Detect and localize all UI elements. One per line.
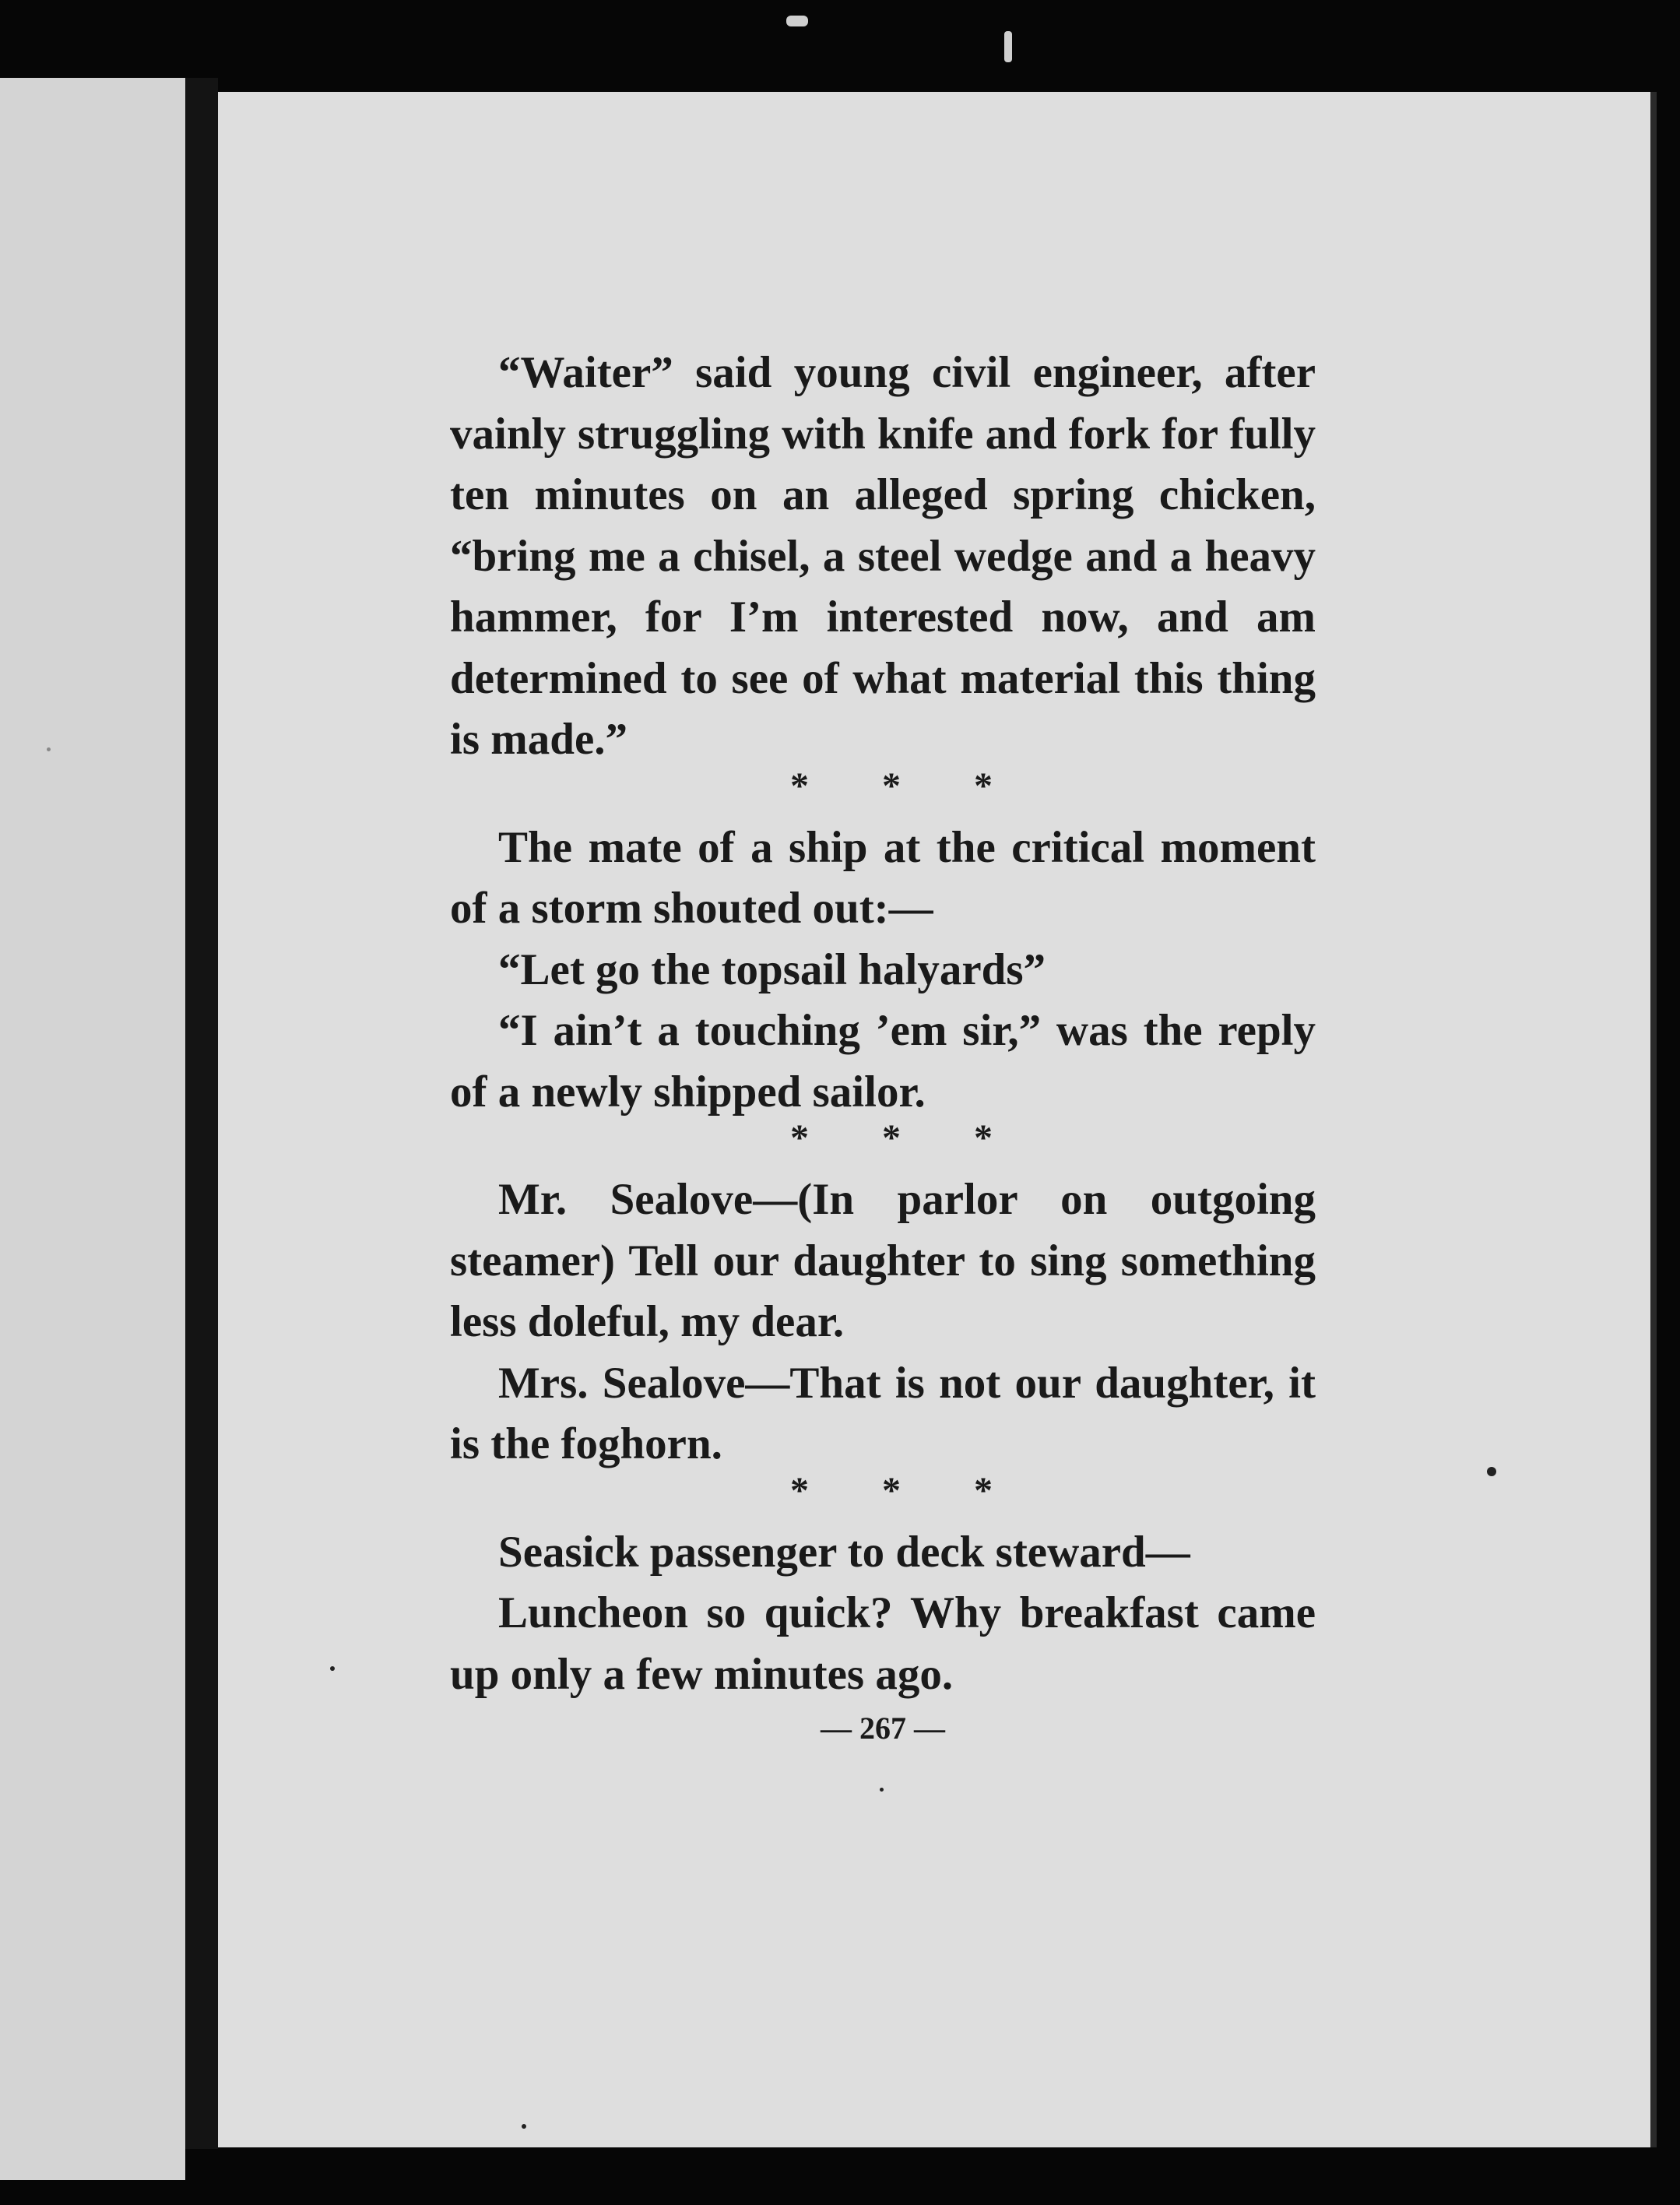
paragraph-sailor-reply: “I ain’t a touching ’em sir,” was the reply of a newly shipped sailor. xyxy=(450,1006,1316,1117)
paragraph-mrs-sealove: Mrs. Sealove—That is not our daughter, it is the foghorn. xyxy=(450,1358,1316,1468)
paragraph-halyards: “Let go the topsail halyards” xyxy=(498,944,1046,994)
scan-speck xyxy=(786,16,808,26)
book-gutter xyxy=(185,78,218,2149)
paragraph-mr-sealove: Mr. Sealove—(In parlor on outgoing steamer) Tell our daughter to sing something less doleful, my dear. xyxy=(450,1175,1316,1346)
scan-speck xyxy=(880,1788,884,1792)
separator-2: * * * xyxy=(790,1117,993,1159)
separator-3: * * * xyxy=(790,1469,993,1511)
scan-speck xyxy=(47,747,51,751)
scan-speck xyxy=(1004,31,1012,62)
page-number: — 267 — xyxy=(821,1711,945,1746)
paragraph-waiter: “Waiter” said young civil engineer, after vainly struggling with knife and fork for fully ten minutes on an alleged spring chicken, “bring me a chisel, a steel wedge and a heavy hammer, for I’m interested now, and am determined to see of what material this thing is made.” xyxy=(450,348,1316,764)
scan-speck xyxy=(330,1666,335,1671)
scan-speck xyxy=(1487,1467,1496,1476)
previous-page-edge xyxy=(0,78,185,2180)
paragraph-luncheon: Luncheon so quick? Why breakfast came up only a few minutes ago. xyxy=(450,1588,1316,1699)
separator-1: * * * xyxy=(790,765,993,807)
paragraph-seasick: Seasick passenger to deck steward— xyxy=(498,1527,1190,1577)
page-text xyxy=(450,343,1316,1705)
scan-speck xyxy=(522,2124,526,2129)
paragraph-mate: The mate of a ship at the critical moment of a storm shouted out:— xyxy=(450,822,1316,933)
